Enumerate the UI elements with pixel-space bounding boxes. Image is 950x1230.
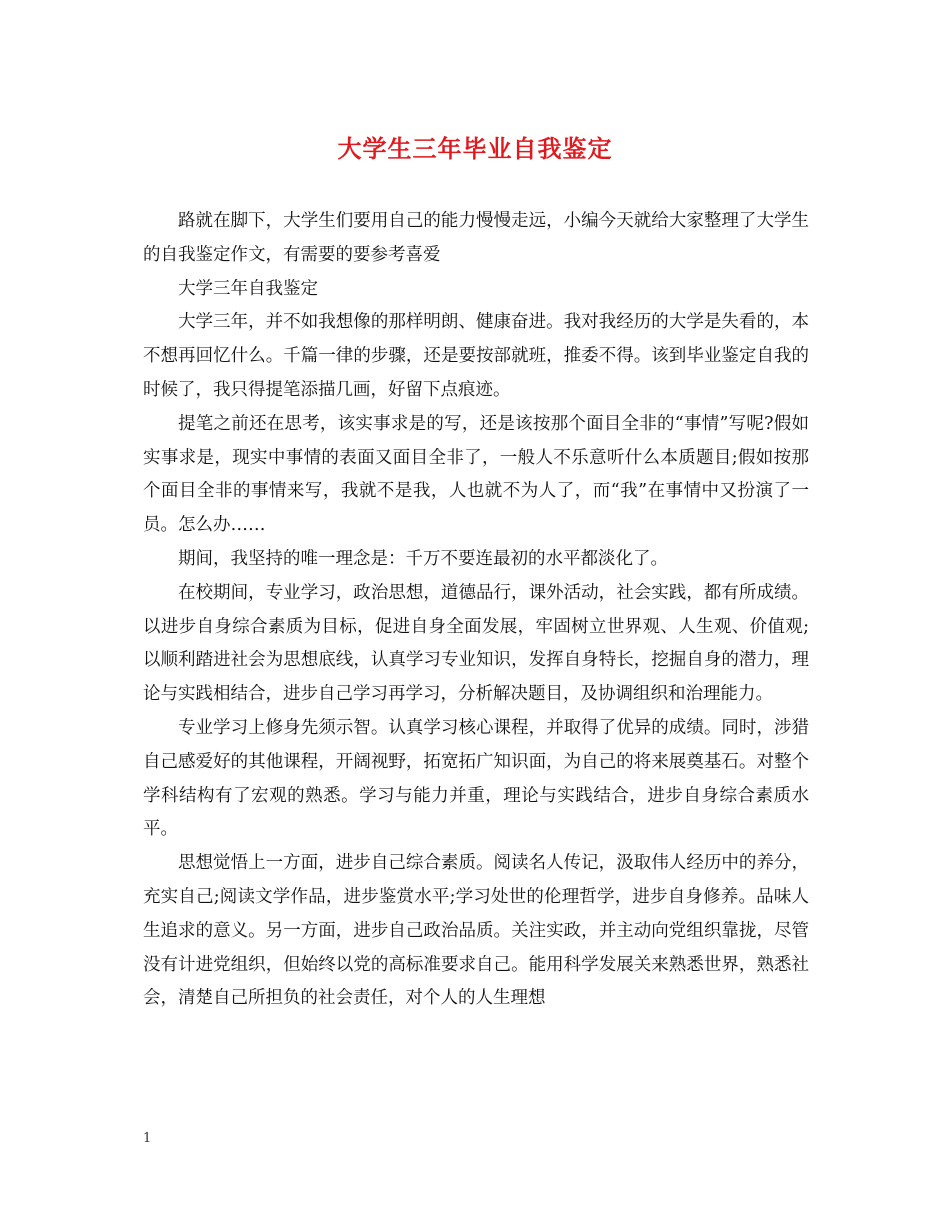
paragraph-subheading: 大学三年自我鉴定 (178, 278, 318, 299)
paragraph-4: 在校期间，专业学习，政治思想，道德品行，课外活动，社会实践，都有所成绩。以进步自身综合素质为目标，促进自身全面发展，牢固树立世界观、人生观、价值观;以顺利踏进社会为思想底线，认真学习专业知识，发挥自身特长，挖掘自身的潜力，理论与实践相结合，进步自己学习再学习，分析解决题目，及协调组织和治理能力。 (143, 582, 809, 705)
document-title: 大学生三年毕业自我鉴定 (337, 134, 613, 163)
paragraph-3: 期间，我坚持的唯一理念是：千万不要连最初的水平都淡化了。 (178, 548, 668, 569)
document-body (143, 205, 809, 1016)
paragraph-intro: 路就在脚下，大学生们要用自己的能力慢慢走远，小编今天就给大家整理了大学生的自我鉴定作文，有需要的要参考喜爱 (143, 211, 809, 265)
paragraph-2: 提笔之前还在思考，该实事求是的写，还是该按那个面目全非的“事情”写呢?假如实事求是，现实中事情的表面又面目全非了，一般人不乐意听什么本质题目;假如按那个面目全非的事情来写，我就不是我，人也就不为人了，而“我”在事情中又扮演了一员。怎么办…… (143, 413, 809, 536)
paragraph-1: 大学三年，并不如我想像的那样明朗、健康奋进。我对我经历的大学是失看的，本不想再回忆什么。千篇一律的步骤，还是要按部就班，推委不得。该到毕业鉴定自我的时候了，我只得提笔添描几画，好留下点痕迹。 (143, 312, 809, 400)
paragraph-5: 专业学习上修身先须示智。认真学习核心课程，并取得了优异的成绩。同时，涉猎自己感爱好的其他课程，开阔视野，拓宽拓广知识面，为自己的将来展奠基石。对整个学科结构有了宏观的熟悉。学习与能力并重，理论与实践结合，进步自身综合素质水平。 (143, 717, 809, 840)
paragraph-6: 思想觉悟上一方面，进步自己综合素质。阅读名人传记，汲取伟人经历中的养分，充实自己;阅读文学作品，进步鉴赏水平;学习处世的伦理哲学，进步自身修养。品味人生追求的意义。另一方面，进步自己政治品质。关注实政，并主动向党组织靠拢，尽管没有计进党组织，但始终以党的高标准要求自己。能用科学发展关来熟悉世界，熟悉社会，清楚自己所担负的社会责任，对个人的人生理想 (143, 853, 809, 1009)
page-number: 1 (143, 1131, 152, 1146)
